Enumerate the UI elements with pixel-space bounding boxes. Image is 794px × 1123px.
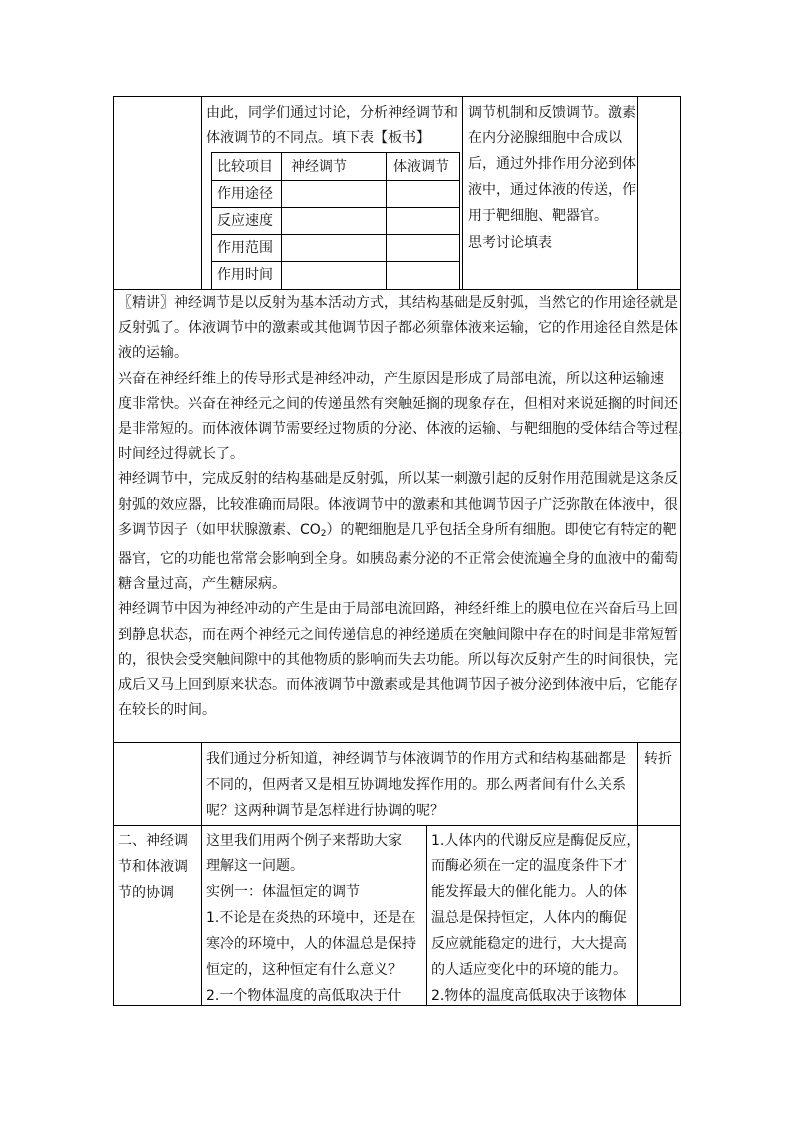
table-header: 比较项目: [217, 159, 273, 175]
student-activity-line: 1.人体内的代谢反应是酶促反应，: [431, 833, 641, 849]
student-activity-line: 用于靶细胞、靶器官。: [468, 208, 608, 224]
explanation-line: 的，很快会受突触间隙中的其他物质的影响而失去功能。所以每次反射产生的时间很快，完: [118, 651, 678, 668]
explanation-line: 液的运输。: [118, 345, 188, 362]
row-divider: [113, 742, 681, 743]
section-title-line: 节的协调: [118, 885, 174, 901]
student-activity-line: 2.物体的温度高低取决于该物体: [431, 988, 627, 1004]
col-divider: [201, 742, 202, 825]
intro-line: 体液调节的不同点。填下表【板书】: [206, 130, 430, 146]
student-activity-line: 思考讨论填表: [468, 235, 552, 251]
col-divider: [462, 96, 463, 289]
explanation-line: 神经调节中，完成反射的结构基础是反射弧，所以某一刺激引起的反射作用范围就是这条反: [118, 471, 678, 488]
col-divider: [201, 825, 202, 1006]
teacher-activity-line: 恒定的，这种恒定有什么意义？: [206, 962, 402, 978]
student-activity-line: 液中，通过体液的传送，作: [468, 182, 636, 198]
section-title-line: 节和体液调: [118, 859, 188, 875]
col-divider: [201, 96, 202, 289]
row-divider: [113, 825, 681, 826]
explanation-line: 时间经过得就长了。: [118, 446, 244, 463]
table-row-label: 作用时间: [217, 267, 273, 283]
explanation-line: 多调节因子（如甲状腺激素、$CO_2$）的靶细胞是几乎包括全身所有细胞。即使它有特定的靶: [118, 521, 677, 539]
teacher-activity-line: 寒冷的环境中，人的体温总是保持: [206, 936, 416, 952]
table-row-label: 作用范围: [217, 240, 273, 256]
table-header: 体液调节: [393, 159, 449, 175]
table-row-label: 反应速度: [217, 213, 273, 229]
explanation-line: 度非常快。兴奋在神经元之间的传递虽然有突触延搁的现象存在，但相对来说延搁的时间还: [118, 395, 678, 412]
teacher-activity-line: 2.一个物体温度的高低取决于什: [206, 988, 402, 1004]
jingjiang-section: [118, 291, 692, 723]
student-activity-line: 能发挥最大的催化能力。人的体: [431, 884, 627, 900]
explanation-line: 器官，它的功能也常常会影响到全身。如胰岛素分泌的不正常会使流遍全身的血液中的葡萄: [118, 551, 678, 568]
teacher-activity-line: 理解这一问题。: [206, 858, 304, 874]
teacher-activity-line: 1.不论是在炎热的环境中，还是在: [206, 910, 416, 926]
student-activity-line: 在内分泌腺细胞中合成以: [468, 130, 622, 146]
teacher-activity-line: 实例一：体温恒定的调节: [206, 884, 360, 900]
col-divider: [426, 825, 427, 1006]
student-activity-line: 反应就能稳定的进行，大大提高: [431, 936, 627, 952]
row-divider: [113, 289, 681, 290]
student-activity-line: 而酶必须在一定的温度条件下才: [431, 858, 627, 874]
student-activity-line: 后，通过外排作用分泌到体: [468, 156, 636, 172]
explanation-line: 兴奋在神经纤维上的传导形式是神经冲动，产生原因是形成了局部电流，所以这种运输速: [118, 370, 664, 387]
transition-line: 我们通过分析知道，神经调节与体液调节的作用方式和结构基础都是: [206, 751, 626, 767]
intro-line: 由此，同学们通过讨论，分析神经调节和: [206, 105, 458, 121]
section-title-line: 二、神经调: [118, 833, 188, 849]
explanation-line: 糖含量过高，产生糖尿病。: [118, 576, 286, 593]
student-activity-line: 调节机制和反馈调节。激素: [468, 105, 636, 121]
transition-line: 呢？这两种调节是怎样进行协调的呢？: [206, 803, 444, 819]
teacher-activity-line: 这里我们用两个例子来帮助大家: [206, 833, 402, 849]
transition-line: 不同的，但两者又是相互协调地发挥作用的。那么两者间有什么关系: [206, 777, 626, 793]
explanation-line: 神经调节中因为神经冲动的产生是由于局部电流回路，神经纤维上的膜电位在兴奋后马上回: [118, 601, 678, 618]
col-divider: [637, 742, 638, 825]
design-note: 转折: [644, 751, 672, 767]
explanation-line: 〖精讲〗神经调节是以反射为基本活动方式，其结构基础是反射弧，当然它的作用途径就是: [118, 295, 678, 311]
explanation-line: 在较长的时间。: [118, 702, 216, 719]
explanation-line: 是非常短的。而体液体调节需要经过物质的分泌、体液的运输、与靶细胞的受体结合等过程，: [118, 421, 692, 438]
explanation-line: 到静息状态，而在两个神经元之间传递信息的神经递质在突触间隙中存在的时间是非常短暂: [118, 626, 678, 643]
student-activity-line: 的人适应变化中的环境的能力。: [431, 962, 627, 978]
table-row-label: 作用途径: [217, 186, 273, 202]
explanation-line: 反射弧了。体液调节中的激素或其他调节因子都必须靠体液来运输，它的作用途径自然是体: [118, 320, 678, 337]
student-activity-line: 温总是保持恒定，人体内的酶促: [431, 910, 627, 926]
explanation-line: 成后又马上回到原来状态。而体液调节中激素或是其他调节因子被分泌到体液中后，它能存: [118, 677, 678, 694]
col-divider: [637, 96, 638, 289]
explanation-line: 射弧的效应器，比较准确而局限。体液调节中的激素和其他调节因子广泛弥散在体液中，很: [118, 496, 678, 513]
table-header: 神经调节: [291, 159, 347, 175]
